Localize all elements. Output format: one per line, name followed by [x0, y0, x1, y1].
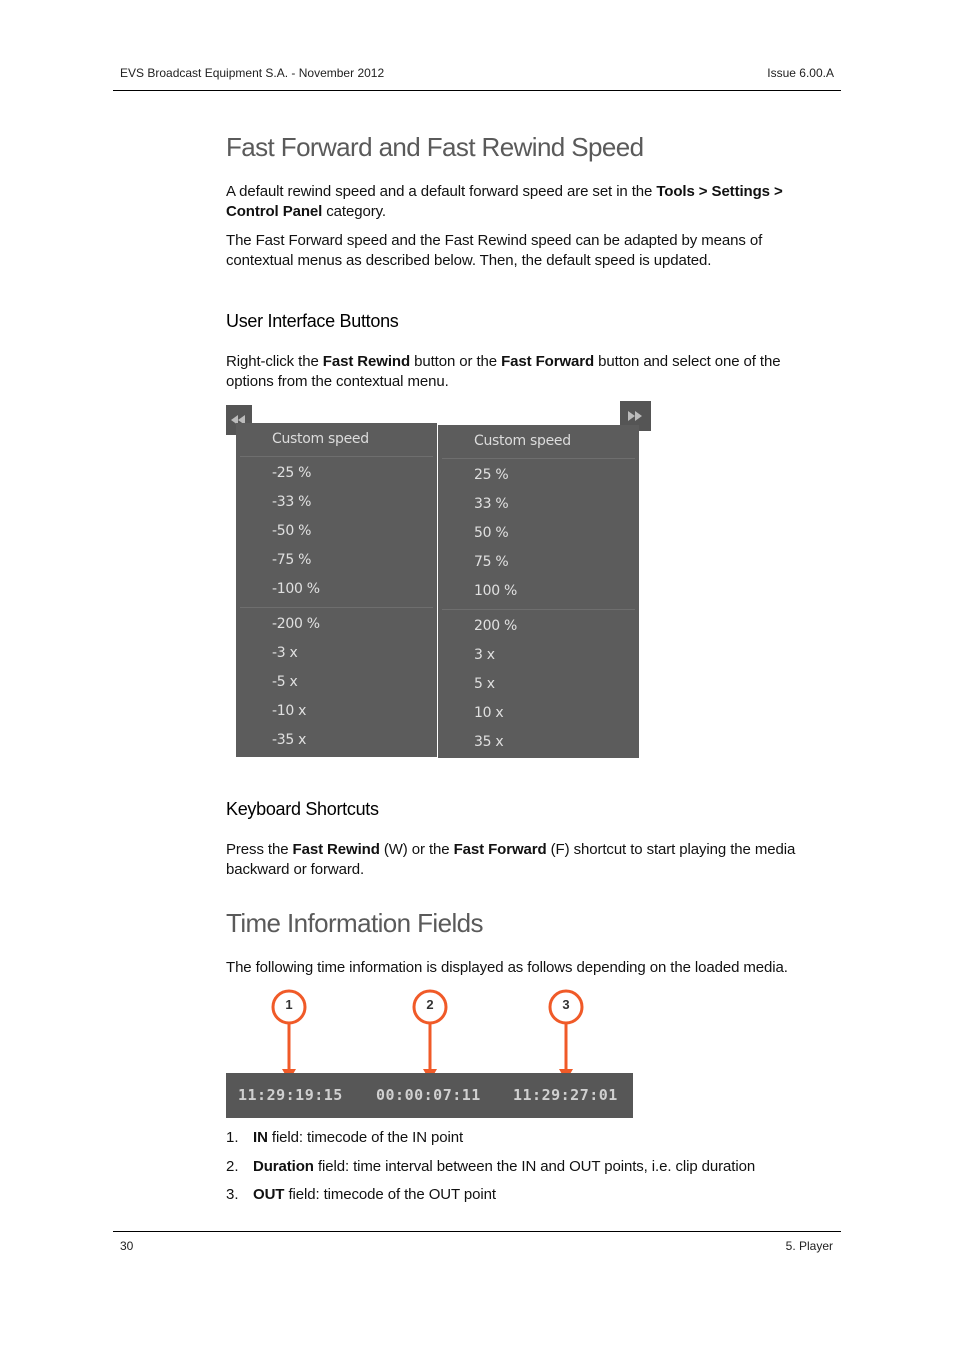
header-left: EVS Broadcast Equipment S.A. - November 2012	[120, 66, 385, 80]
list-item: Duration field: time interval between the IN and OUT points, i.e. clip duration	[253, 1158, 756, 1175]
menu-item[interactable]: 10 x	[474, 705, 504, 721]
list-number: 3.	[226, 1186, 239, 1203]
menu-separator	[442, 458, 635, 459]
menu-item[interactable]: 100 %	[474, 583, 517, 599]
menu-item-custom-speed[interactable]: Custom speed	[272, 431, 369, 447]
page-number: 30	[120, 1239, 134, 1253]
menu-item[interactable]: -10 x	[272, 703, 307, 719]
paragraph-ui-buttons: Right-click the Fast Rewind button or the Fast Forward button and select one of the options from the contextual menu.	[226, 353, 781, 390]
menu-separator	[240, 456, 433, 457]
menu-separator	[442, 609, 635, 610]
footer-chapter: 5. Player	[785, 1239, 833, 1253]
menu-item[interactable]: -3 x	[272, 645, 298, 661]
menu-item[interactable]: 33 %	[474, 496, 509, 512]
menu-item[interactable]: -50 %	[272, 523, 312, 539]
out-timecode-field[interactable]: 11:29:27:01	[513, 1086, 618, 1104]
list-item: IN field: timecode of the IN point	[253, 1129, 464, 1146]
menu-separator	[240, 607, 433, 608]
fast-rewind-context-menu	[236, 423, 437, 757]
menu-item[interactable]: 35 x	[474, 734, 504, 750]
menu-item[interactable]: 3 x	[474, 647, 495, 663]
menu-item[interactable]: -200 %	[272, 616, 320, 632]
list-number: 2.	[226, 1158, 239, 1175]
callout-number-3: 3	[562, 997, 570, 1012]
paragraph-keyboard-shortcuts: Press the Fast Rewind (W) or the Fast Forward (F) shortcut to start playing the media backward or forward.	[226, 841, 796, 878]
fast-forward-context-menu	[438, 425, 639, 758]
menu-item[interactable]: 50 %	[474, 525, 509, 541]
menu-item[interactable]: -25 %	[272, 465, 312, 481]
menu-item-custom-speed[interactable]: Custom speed	[474, 433, 571, 449]
section-title-time-information: Time Information Fields	[226, 908, 483, 938]
callout-graphic	[260, 985, 640, 1085]
paragraph-adapt-speed: The Fast Forward speed and the Fast Rewind speed can be adapted by means of contextual menus as described below. Then, the default speed is updated.	[226, 232, 763, 269]
menu-item[interactable]: 25 %	[474, 467, 509, 483]
header-right: Issue 6.00.A	[767, 66, 834, 80]
callout-number-1: 1	[285, 997, 293, 1012]
menu-item[interactable]: 75 %	[474, 554, 509, 570]
header-rule	[113, 90, 841, 91]
duration-timecode-field[interactable]: 00:00:07:11	[376, 1086, 481, 1104]
paragraph-default-speed: A default rewind speed and a default forward speed are set in the Tools > Settings > Control Panel category.	[226, 183, 783, 220]
menu-item[interactable]: 200 %	[474, 618, 517, 634]
menu-item[interactable]: -5 x	[272, 674, 298, 690]
list-item: OUT field: timecode of the OUT point	[253, 1186, 496, 1203]
menu-item[interactable]: -33 %	[272, 494, 312, 510]
paragraph-time-information: The following time information is displayed as follows depending on the loaded media.	[226, 959, 788, 976]
footer-rule	[113, 1231, 841, 1232]
menu-item[interactable]: 5 x	[474, 676, 495, 692]
callout-number-2: 2	[426, 997, 434, 1012]
menu-item[interactable]: -100 %	[272, 581, 320, 597]
menu-item[interactable]: -75 %	[272, 552, 312, 568]
in-timecode-field[interactable]: 11:29:19:15	[238, 1086, 343, 1104]
subsection-title-ui-buttons: User Interface Buttons	[226, 311, 399, 331]
section-title-fast-forward: Fast Forward and Fast Rewind Speed	[226, 132, 644, 162]
list-number: 1.	[226, 1129, 239, 1146]
menu-item[interactable]: -35 x	[272, 732, 307, 748]
subsection-title-keyboard-shortcuts: Keyboard Shortcuts	[226, 799, 379, 819]
